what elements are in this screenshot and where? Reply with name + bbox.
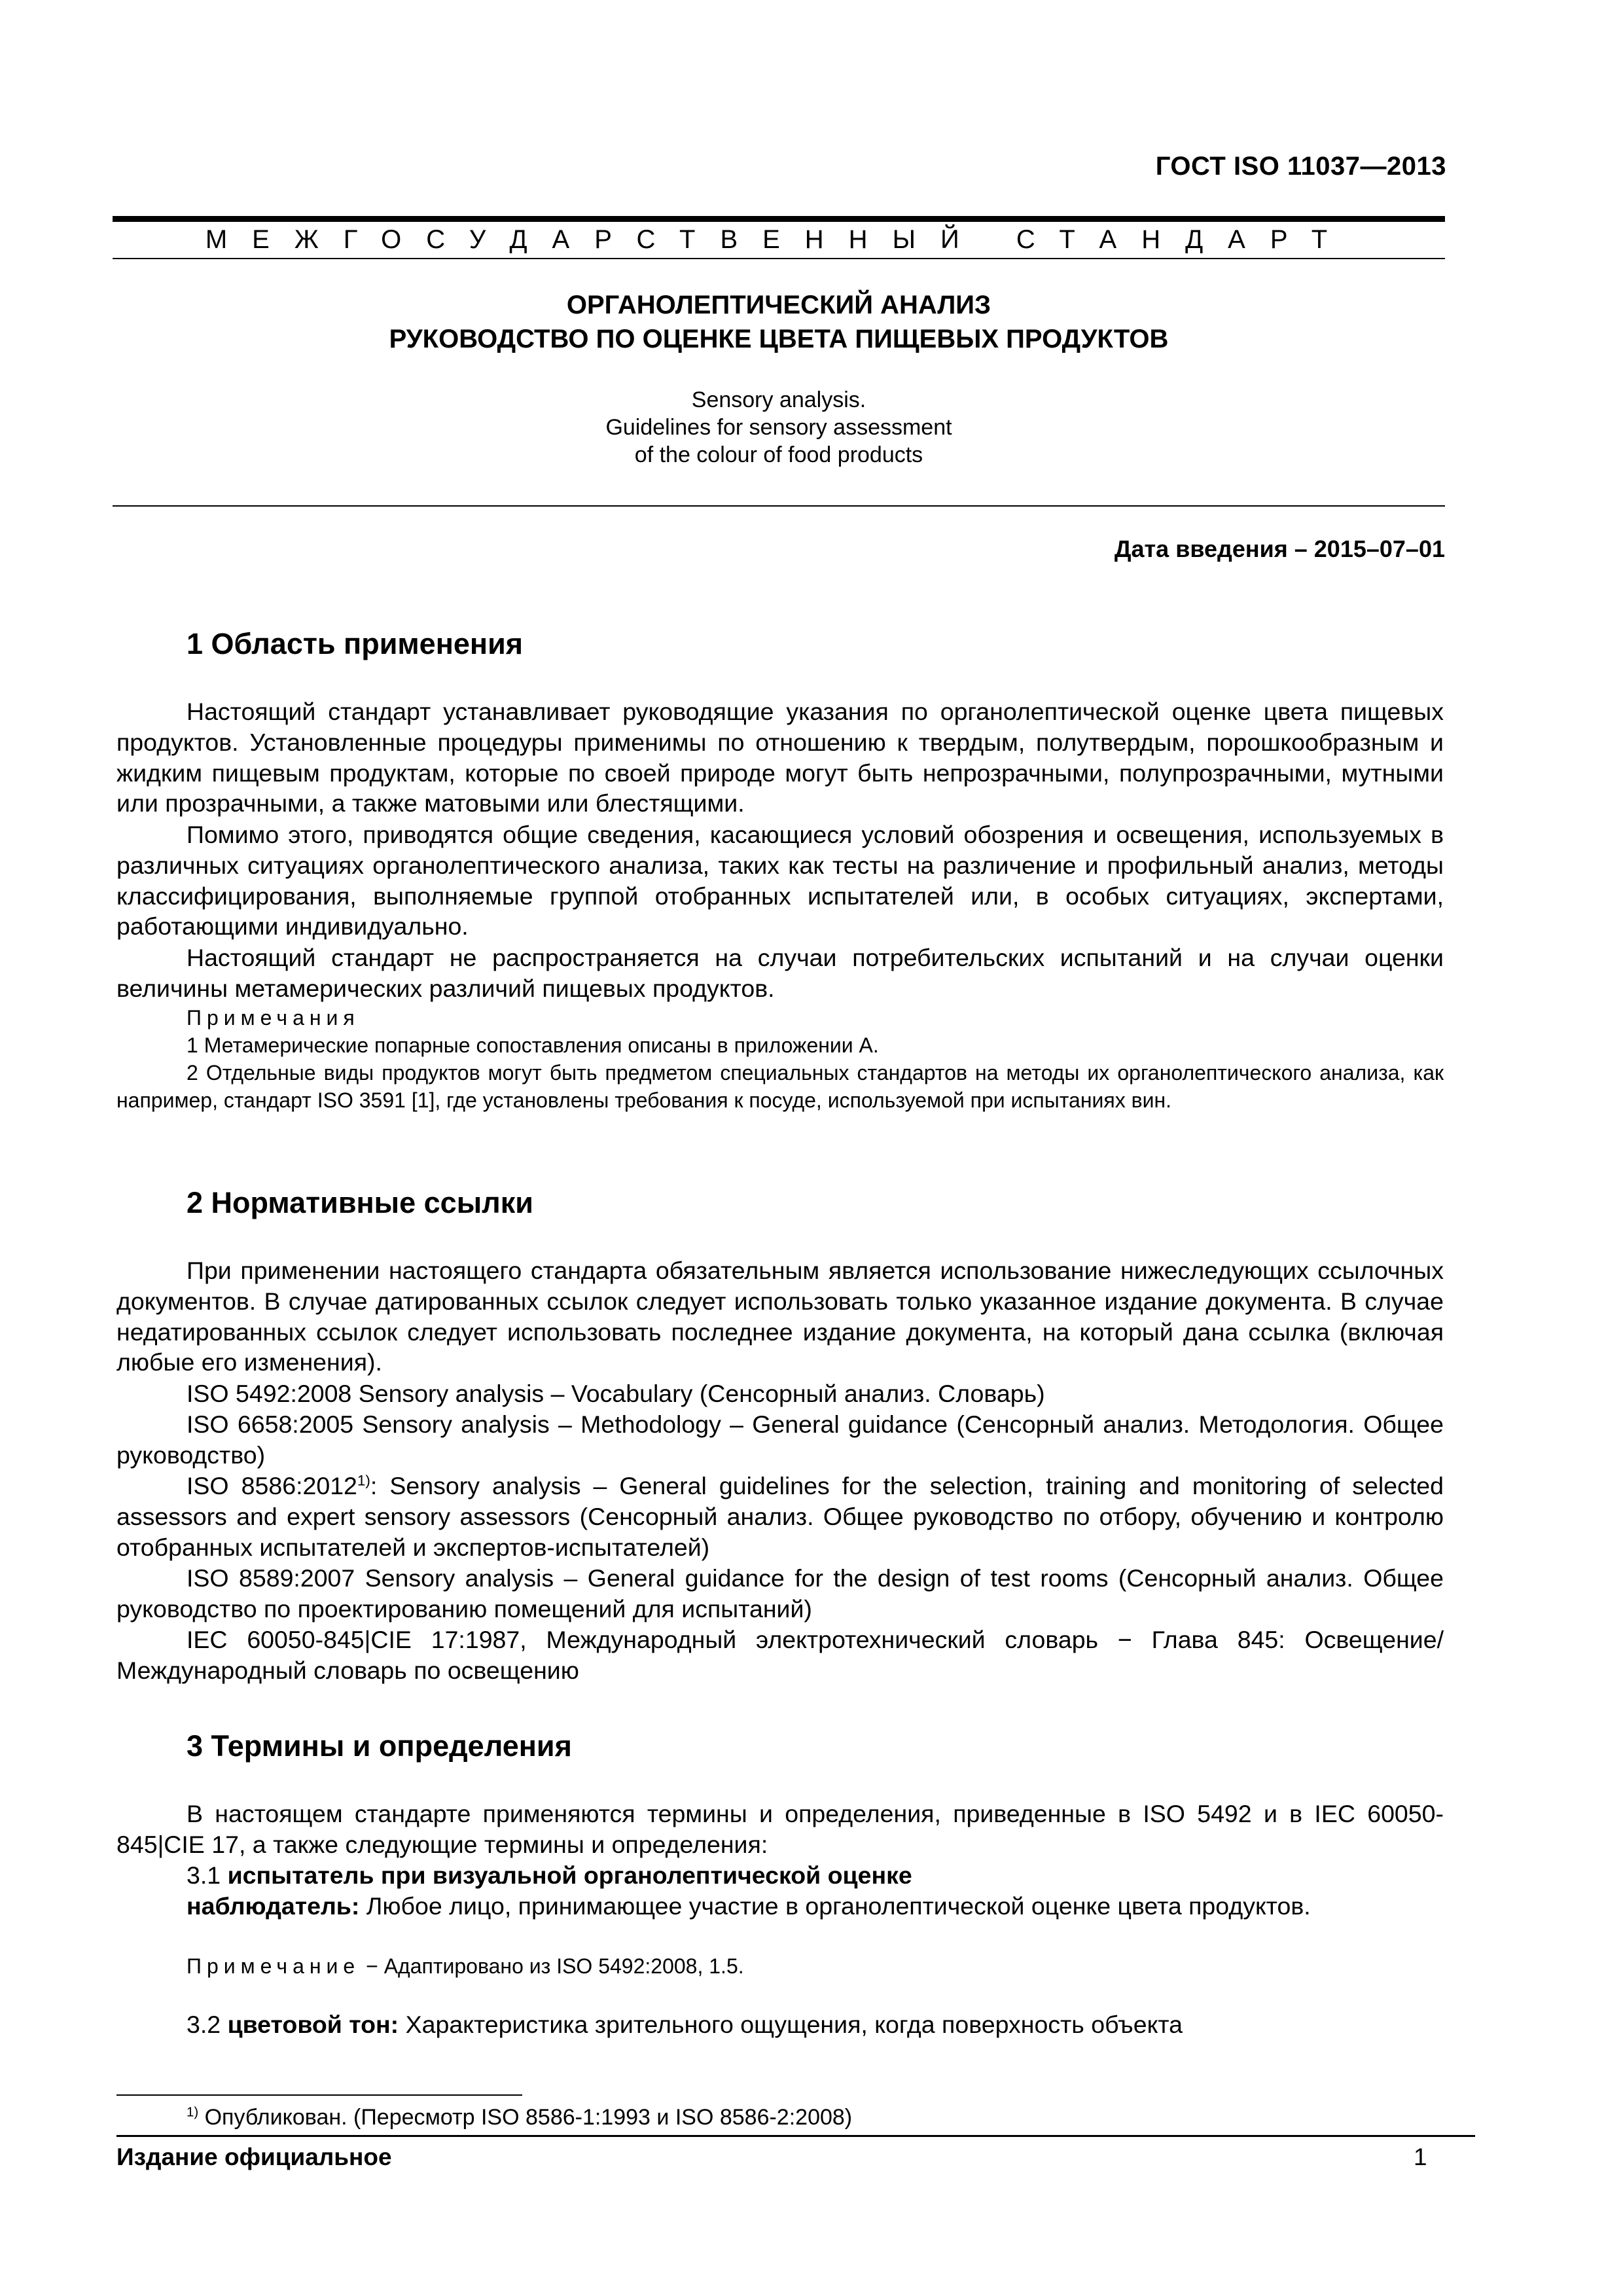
section-1-paragraph-3: Настоящий стандарт не распространяется на случаи потребительских испытаний и на случаи оценки величины метамерических различий пищевых продуктов. [116, 944, 1444, 1002]
gost-code: ГОСТ ISO 11037—2013 [1155, 152, 1446, 181]
term-3-1-note-label: Примечание [187, 1954, 361, 1978]
standard-type-banner: МЕЖГОСУДАРСТВЕННЫЙ СТАНДАРТ [205, 225, 1353, 254]
footnote [187, 2105, 852, 2130]
reference-iso-8586 [116, 1471, 1444, 1562]
section-1-paragraph-1: Настоящий стандарт устанавливает руководящие указания по органолептической оценке цвета пищевых продуктов. Установленные процедуры применимы по отношению к твердым, полутвердым, порошкообразным и жидким пищевым продуктам, которые по своей природе могут быть непрозрачными, полупрозрачными, мутными или прозрачными, а также матовыми или блестящими. [116, 698, 1444, 817]
term-3-1-number: 3.1 [187, 1861, 228, 1889]
footnote-text: Опубликован. (Пересмотр ISO 8586-1:1993 и ISO 8586-2:2008) [198, 2105, 853, 2130]
title-en-line2: Guidelines for sensory assessment [605, 415, 952, 440]
title-ru-line1: ОРГАНОЛЕПТИЧЕСКИЙ АНАЛИЗ [566, 291, 991, 319]
header-rule [113, 216, 1445, 222]
reference-iso-8589: ISO 8589:2007 Sensory analysis – General guidance for the design of test rooms (Сенсорный анализ. Общее руководство по проектированию помещений для испытаний) [116, 1564, 1444, 1623]
section-1-paragraph-2: Помимо этого, приводятся общие сведения, касающиеся условий обозрения и освещения, используемых в различных ситуациях органолептического анализа, таких как тесты на различение и профильный анализ, методы классифицирования, выполняемые группой отобранных испытателей или, в особых ситуациях, экспертами, работающими индивидуально. [116, 821, 1444, 941]
term-3-1-synonym: наблюдатель: [187, 1892, 360, 1920]
page-number: 1 [1414, 2144, 1427, 2170]
term-3-2-number: 3.2 [187, 2011, 228, 2038]
reference-iso-5492: ISO 5492:2008 Sensory analysis – Vocabulary (Сенсорный анализ. Словарь) [187, 1380, 1045, 1407]
footnote-ref-marker: 1) [357, 1472, 370, 1489]
reference-iso-6658: ISO 6658:2005 Sensory analysis – Methodology – General guidance (Сенсорный анализ. Методология. Общее руководство) [116, 1410, 1444, 1469]
section-2-heading: 2 Нормативные ссылки [187, 1186, 533, 1219]
reference-iso-8586-code: ISO 8586:2012 [187, 1472, 357, 1499]
section-3-paragraph-1: В настоящем стандарте применяются термины и определения, приведенные в ISO 5492 и в IEC 60050-845|CIE 17, а также следующие термины и определения: [116, 1800, 1444, 1858]
title-rule [113, 505, 1445, 507]
term-3-2-definition: Характеристика зрительного ощущения, когда поверхность объекта [399, 2011, 1183, 2038]
introduction-date: Дата введения – 2015–07–01 [1114, 535, 1445, 562]
note-1: 1 Метамерические попарные сопоставления описаны в приложении А. [187, 1033, 879, 1057]
footnote-rule [116, 2094, 522, 2096]
title-ru-line2: РУКОВОДСТВО ПО ОЦЕНКЕ ЦВЕТА ПИЩЕВЫХ ПРОДУКТОВ [389, 325, 1169, 353]
term-3-1-title [116, 1860, 1444, 1891]
section-2-paragraph-1: При применении настоящего стандарта обязательным является использование нижеследующих ссылочных документов. В случае датированных ссылок следует использовать только указанное издание документа. В случае недатированных ссылок следует использовать последнее издание документа, на который дана ссылка (включая любые его изменения). [116, 1257, 1444, 1376]
term-3-1-definition [116, 1891, 1444, 1922]
banner-rule [113, 258, 1445, 259]
term-3-1-definition-text: Любое лицо, принимающее участие в органолептической оценке цвета продуктов. [359, 1892, 1311, 1920]
section-3-heading: 3 Термины и определения [187, 1729, 572, 1763]
footer-rule [116, 2135, 1475, 2137]
reference-iec-60050: IEC 60050-845|CIE 17:1987, Международный электротехнический словарь − Глава 845: Освещение/Международный словарь по освещению [116, 1626, 1444, 1684]
term-3-1-note-text: − Адаптировано из ISO 5492:2008, 1.5. [360, 1954, 744, 1978]
title-en-line1: Sensory analysis. [691, 387, 866, 412]
reference-iso-8586-text: : Sensory analysis – General guidelines for the selection, training and monitoring of selected assessors and expert sensory assessors (Сенсорный анализ. Общее руководство по отбору, обучению и контролю отобранных испытателей и экспертов-испытателей) [116, 1472, 1444, 1561]
edition-label: Издание официальное [116, 2144, 392, 2170]
section-1-heading: 1 Область применения [187, 627, 524, 660]
notes-label: Примечания [187, 1006, 360, 1030]
term-3-1-note [116, 1952, 1444, 1980]
note-2: 2 Отдельные виды продуктов могут быть предметом специальных стандартов на методы их органолептического анализа, как например, стандарт ISO 3591 [1], где установлены требования к посуде, используемой при испытаниях вин. [116, 1061, 1444, 1112]
footnote-marker: 1) [187, 2105, 199, 2120]
term-3-2 [116, 2009, 1444, 2040]
term-3-2-term: цветовой тон: [227, 2011, 399, 2038]
term-3-1-term: испытатель при визуальной органолептической оценке [227, 1861, 912, 1889]
title-en-line3: of the colour of food products [634, 442, 923, 467]
